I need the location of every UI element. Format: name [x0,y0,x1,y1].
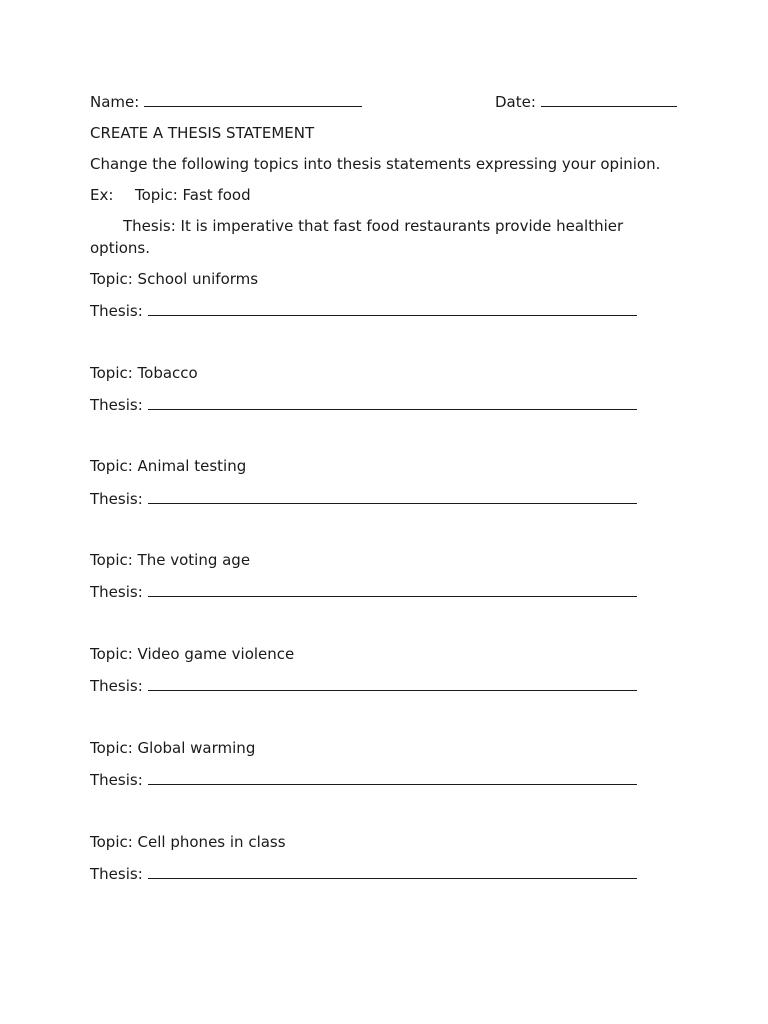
name-blank[interactable] [144,91,362,107]
date-blank[interactable] [541,91,677,107]
thesis-blank-6[interactable] [148,769,637,785]
date-label: Date: [495,93,536,111]
thesis-blank-7[interactable] [148,863,637,879]
topic-3: Topic: Animal testing [90,457,247,475]
topic-2: Topic: Tobacco [90,364,198,382]
example-topic-row [90,185,251,205]
thesis-label: Thesis: [90,771,143,789]
thesis-label: Thesis: [90,865,143,883]
thesis-row-2 [90,394,637,415]
thesis-row-3 [90,488,637,509]
date-row [495,91,677,112]
topic-7: Topic: Cell phones in class [90,833,286,851]
example-topic: Topic: Fast food [134,186,251,204]
thesis-row-1 [90,300,637,321]
thesis-blank-3[interactable] [148,488,637,504]
topic-6: Topic: Global warming [90,739,256,757]
name-row [90,91,362,112]
topic-4: Topic: The voting age [90,551,251,569]
thesis-blank-1[interactable] [148,300,637,316]
example-thesis: Thesis: It is imperative that fast food restaurants provide healthier options. [90,217,624,257]
thesis-row-4 [90,581,637,602]
thesis-label: Thesis: [90,302,143,320]
thesis-label: Thesis: [90,490,143,508]
thesis-row-7 [90,863,637,884]
thesis-row-6 [90,769,637,790]
worksheet-title: CREATE A THESIS STATEMENT [90,124,315,142]
thesis-row-5 [90,675,637,696]
thesis-label: Thesis: [90,677,143,695]
topic-1: Topic: School uniforms [90,270,259,288]
example-thesis-row [90,215,650,259]
thesis-blank-5[interactable] [148,675,637,691]
thesis-label: Thesis: [90,583,143,601]
thesis-blank-2[interactable] [148,394,637,410]
instructions: Change the following topics into thesis statements expressing your opinion. [90,155,661,173]
thesis-label: Thesis: [90,396,143,414]
example-prefix: Ex: [90,186,114,204]
thesis-blank-4[interactable] [148,581,637,597]
name-label: Name: [90,93,140,111]
topic-5: Topic: Video game violence [90,645,295,663]
